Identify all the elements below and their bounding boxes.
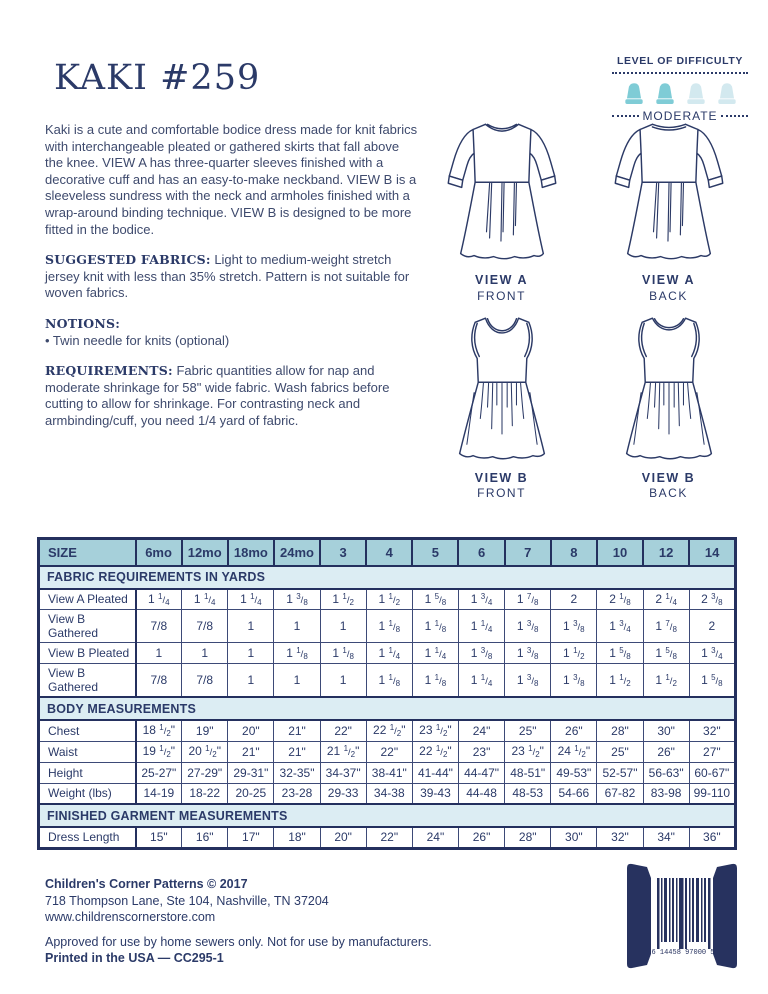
table-cell: 1 $^5/_8$ (597, 643, 643, 664)
table-cell: 1 $^1/_4$ (136, 589, 182, 610)
table-cell: 1 $^5/_8$ (689, 664, 735, 698)
view-caption (607, 273, 731, 304)
table-cell: 1 $^3/_8$ (458, 643, 504, 664)
size-column-header: 6 (458, 539, 504, 566)
requirements-text: Fabric quantities allow for nap and moderate shrinkage for 58" wide fabric. Wash fabrics before cutting to allow for shrinkage. For contrasting neck and armbinding/cuff, you need 1/4 yard of fabric. (45, 363, 390, 428)
table-cell: 1 $^1/_8$ (412, 610, 458, 643)
size-column-header: 24mo (274, 539, 320, 566)
table-cell: 1 $^1/_2$ (597, 664, 643, 698)
thimble-icon (652, 81, 678, 106)
row-label: View B Pleated (39, 643, 136, 664)
table-cell: 52-57" (597, 762, 643, 783)
table-cell: 16" (182, 827, 228, 848)
size-column-header: 14 (689, 539, 735, 566)
table-cell: 1 $^3/_8$ (505, 664, 551, 698)
table-cell: 18-22 (182, 783, 228, 804)
table-cell: 26" (458, 827, 504, 848)
table-cell: 1 (228, 643, 274, 664)
size-column-header: 12mo (182, 539, 228, 566)
table-cell: 1 $^3/_4$ (597, 610, 643, 643)
table-cell: 19" (182, 720, 228, 741)
table-row (39, 783, 736, 804)
row-label: Weight (lbs) (39, 783, 136, 804)
view-name: VIEW A (642, 273, 695, 287)
table-cell: 20-25 (228, 783, 274, 804)
pattern-description: Kaki is a cute and comfortable bodice dress made for knit fabrics with interchangeable pleated or gathered skirts that fall above the knee. VIEW A has three-quarter sleeves finished with a decorative cuff and has an easy-to-make neckband. VIEW B is a sleeveless sundress with the neck and armholes finished with a wrap-around binding technique. VIEW B is designed to be more fitted in the bodice. (45, 122, 418, 237)
table-cell: 1 $^3/_4$ (458, 589, 504, 610)
table-cell: 23" (458, 741, 504, 762)
table-cell: 48-53 (505, 783, 551, 804)
table-cell: 7/8 (136, 664, 182, 698)
notions (45, 316, 419, 349)
size-column-header: 12 (643, 539, 689, 566)
table-cell: 1 $^3/_8$ (505, 643, 551, 664)
table-cell: 29-31" (228, 762, 274, 783)
table-cell: 41-44" (412, 762, 458, 783)
company-name: Children's Corner Patterns © 2017 (45, 877, 248, 891)
table-cell: 21" (274, 741, 320, 762)
barcode-digits: 6 14458 97000 5 (651, 949, 715, 957)
table-cell: 32" (689, 720, 735, 741)
size-label: SIZE (39, 539, 136, 566)
row-label: View B Gathered (39, 610, 136, 643)
table-cell: 1 (136, 643, 182, 664)
table-cell: 1 $^1/_4$ (228, 589, 274, 610)
row-label: View B Gathered (39, 664, 136, 698)
footer (45, 876, 465, 967)
table-cell: 1 $^1/_4$ (458, 610, 504, 643)
table-cell: 20 $^1/_2$" (182, 741, 228, 762)
suggested-fabrics-label: SUGGESTED FABRICS: (45, 252, 211, 268)
table-cell: 24" (412, 827, 458, 848)
table-cell: 1 $^3/_8$ (551, 610, 597, 643)
table-cell: 22" (320, 720, 366, 741)
table-cell: 1 $^5/_8$ (643, 643, 689, 664)
table-cell: 67-82 (597, 783, 643, 804)
table-cell: 60-67" (689, 762, 735, 783)
view-name: VIEW B (474, 470, 529, 485)
view-caption (607, 471, 731, 502)
table-cell: 22 $^1/_2$" (366, 720, 412, 741)
table-cell: 1 $^5/_8$ (412, 589, 458, 610)
difficulty-indicator (612, 55, 748, 123)
table-cell: 1 $^1/_4$ (182, 589, 228, 610)
table-cell: 39-43 (412, 783, 458, 804)
row-label: Waist (39, 741, 136, 762)
table-cell: 26" (551, 720, 597, 741)
table-cell: 20" (320, 827, 366, 848)
table-row (39, 741, 736, 762)
requirements-label: REQUIREMENTS: (45, 363, 173, 379)
section-header-label: FABRIC REQUIREMENTS IN YARDS (39, 566, 736, 589)
table-cell: 20" (228, 720, 274, 741)
view-position: FRONT (477, 486, 526, 501)
table-cell: 21" (228, 741, 274, 762)
view-a-back-figure (607, 116, 731, 304)
notions-label: NOTIONS: (45, 315, 121, 331)
table-cell: 28" (597, 720, 643, 741)
row-label: Height (39, 762, 136, 783)
page-title: KAKI #259 (54, 58, 261, 98)
table-cell: 1 $^1/_2$ (643, 664, 689, 698)
table-cell: 99-110 (689, 783, 735, 804)
size-column-header: 8 (551, 539, 597, 566)
table-cell: 24" (458, 720, 504, 741)
approval-note: Approved for use by home sewers only. Not for use by manufacturers. (45, 934, 432, 949)
size-column-header: 18mo (228, 539, 274, 566)
table-cell: 2 (551, 589, 597, 610)
table-cell: 1 (320, 664, 366, 698)
section-header-label: BODY MEASUREMENTS (39, 697, 736, 720)
table-cell: 1 (228, 664, 274, 698)
table-cell: 24 $^1/_2$" (551, 741, 597, 762)
table-cell: 1 $^1/_4$ (458, 664, 504, 698)
view-caption (440, 273, 564, 304)
table-cell: 28" (505, 827, 551, 848)
size-column-header: 5 (412, 539, 458, 566)
table-cell: 54-66 (551, 783, 597, 804)
table-cell: 25-27" (136, 762, 182, 783)
table-cell: 21 $^1/_2$" (320, 741, 366, 762)
view-a-front-figure (440, 116, 564, 304)
table-cell: 17" (228, 827, 274, 848)
table-cell: 21" (274, 720, 320, 741)
table-row (39, 762, 736, 783)
table-row (39, 664, 736, 698)
section-header-label: FINISHED GARMENT MEASUREMENTS (39, 804, 736, 827)
table-cell: 34-37" (320, 762, 366, 783)
table-cell: 1 $^1/_8$ (320, 643, 366, 664)
view-name: VIEW B (641, 470, 696, 485)
row-label: Chest (39, 720, 136, 741)
view-b-back-illustration (607, 314, 731, 464)
table-cell: 1 $^1/_8$ (274, 643, 320, 664)
table-cell: 1 $^1/_4$ (366, 643, 412, 664)
table-cell: 83-98 (643, 783, 689, 804)
table-section-header-row (39, 697, 736, 720)
table-cell: 22 $^1/_2$" (412, 741, 458, 762)
table-cell: 30" (551, 827, 597, 848)
size-header-row (39, 539, 736, 566)
view-position: BACK (649, 288, 688, 303)
size-column-header: 6mo (136, 539, 182, 566)
table-cell: 29-33 (320, 783, 366, 804)
table-cell: 36" (689, 827, 735, 848)
requirements (45, 363, 419, 429)
table-cell: 1 $^1/_8$ (366, 610, 412, 643)
table-cell: 32-35" (274, 762, 320, 783)
suggested-fabrics-text: Light to medium-weight stretch jersey knit with less than 35% stretch. Pattern is not suitable for woven fabrics. (45, 252, 410, 301)
view-caption (440, 471, 564, 502)
size-column-header: 4 (366, 539, 412, 566)
dress-views (424, 116, 746, 501)
view-b-back-figure (607, 314, 731, 502)
table-cell: 22" (366, 827, 412, 848)
view-position: FRONT (477, 288, 526, 303)
table-cell: 32" (597, 827, 643, 848)
table-cell: 34" (643, 827, 689, 848)
table-cell: 1 $^3/_8$ (551, 664, 597, 698)
view-b-front-figure (440, 314, 564, 502)
table-cell: 44-48 (458, 783, 504, 804)
table-row (39, 720, 736, 741)
view-b-front-illustration (440, 314, 564, 464)
table-cell: 1 $^7/_8$ (643, 610, 689, 643)
table-cell: 1 (274, 610, 320, 643)
table-row (39, 643, 736, 664)
size-column-header: 7 (505, 539, 551, 566)
table-cell: 48-51" (505, 762, 551, 783)
thimble-icon (714, 81, 740, 106)
view-a-front-illustration (440, 116, 564, 266)
size-chart (37, 537, 737, 850)
table-cell: 23 $^1/_2$" (505, 741, 551, 762)
table-cell: 7/8 (182, 610, 228, 643)
table-cell: 22" (366, 741, 412, 762)
row-label: View A Pleated (39, 589, 136, 610)
table-cell: 1 $^1/_2$ (320, 589, 366, 610)
difficulty-thimbles (612, 81, 748, 106)
table-cell: 26" (643, 741, 689, 762)
description-column (45, 122, 419, 444)
table-row (39, 589, 736, 610)
table-cell: 7/8 (182, 664, 228, 698)
table-cell: 23 $^1/_2$" (412, 720, 458, 741)
table-cell: 1 $^3/_8$ (274, 589, 320, 610)
table-cell: 1 $^1/_2$ (551, 643, 597, 664)
table-cell: 56-63" (643, 762, 689, 783)
table-cell: 27" (689, 741, 735, 762)
table-row (39, 610, 736, 643)
table-row (39, 827, 736, 848)
thimble-icon (683, 81, 709, 106)
table-cell: 18" (274, 827, 320, 848)
printed-note: Printed in the USA — CC295-1 (45, 951, 224, 965)
table-cell: 2 (689, 610, 735, 643)
notions-item: • Twin needle for knits (optional) (45, 332, 230, 348)
view-a-back-illustration (607, 116, 731, 266)
table-cell: 15" (136, 827, 182, 848)
view-name: VIEW A (475, 273, 528, 287)
company-address: 718 Thompson Lane, Ste 104, Nashville, TN 37204 (45, 893, 329, 908)
row-label: Dress Length (39, 827, 136, 848)
table-cell: 1 $^7/_8$ (505, 589, 551, 610)
barcode-spool-icon (617, 856, 747, 976)
table-cell: 1 (182, 643, 228, 664)
table-cell: 25" (505, 720, 551, 741)
table-section-header-row (39, 566, 736, 589)
table-cell: 7/8 (136, 610, 182, 643)
difficulty-level-text: MODERATE (642, 109, 718, 123)
table-cell: 1 $^1/_4$ (412, 643, 458, 664)
table-cell: 34-38 (366, 783, 412, 804)
table-cell: 2 $^1/_4$ (643, 589, 689, 610)
table-cell: 27-29" (182, 762, 228, 783)
size-column-header: 10 (597, 539, 643, 566)
table-cell: 1 (320, 610, 366, 643)
thimble-icon (621, 81, 647, 106)
table-cell: 19 $^1/_2$" (136, 741, 182, 762)
table-cell: 30" (643, 720, 689, 741)
difficulty-label: LEVEL OF DIFFICULTY (612, 55, 748, 74)
table-cell: 1 $^1/_2$ (366, 589, 412, 610)
company-website: www.childrenscornerstore.com (45, 910, 216, 924)
table-cell: 23-28 (274, 783, 320, 804)
size-column-header: 3 (320, 539, 366, 566)
table-cell: 1 (228, 610, 274, 643)
table-cell: 49-53" (551, 762, 597, 783)
table-section-header-row (39, 804, 736, 827)
table-cell: 44-47" (458, 762, 504, 783)
view-position: BACK (649, 486, 688, 501)
table-cell: 18 $^1/_2$" (136, 720, 182, 741)
table-cell: 1 $^3/_8$ (505, 610, 551, 643)
table-cell: 14-19 (136, 783, 182, 804)
table-cell: 1 $^1/_8$ (412, 664, 458, 698)
table-cell: 2 $^3/_8$ (689, 589, 735, 610)
table-cell: 1 $^3/_4$ (689, 643, 735, 664)
size-table (37, 537, 737, 850)
table-cell: 2 $^1/_8$ (597, 589, 643, 610)
table-cell: 1 $^1/_8$ (366, 664, 412, 698)
table-cell: 25" (597, 741, 643, 762)
suggested-fabrics (45, 252, 419, 302)
table-cell: 1 (274, 664, 320, 698)
table-cell: 38-41" (366, 762, 412, 783)
